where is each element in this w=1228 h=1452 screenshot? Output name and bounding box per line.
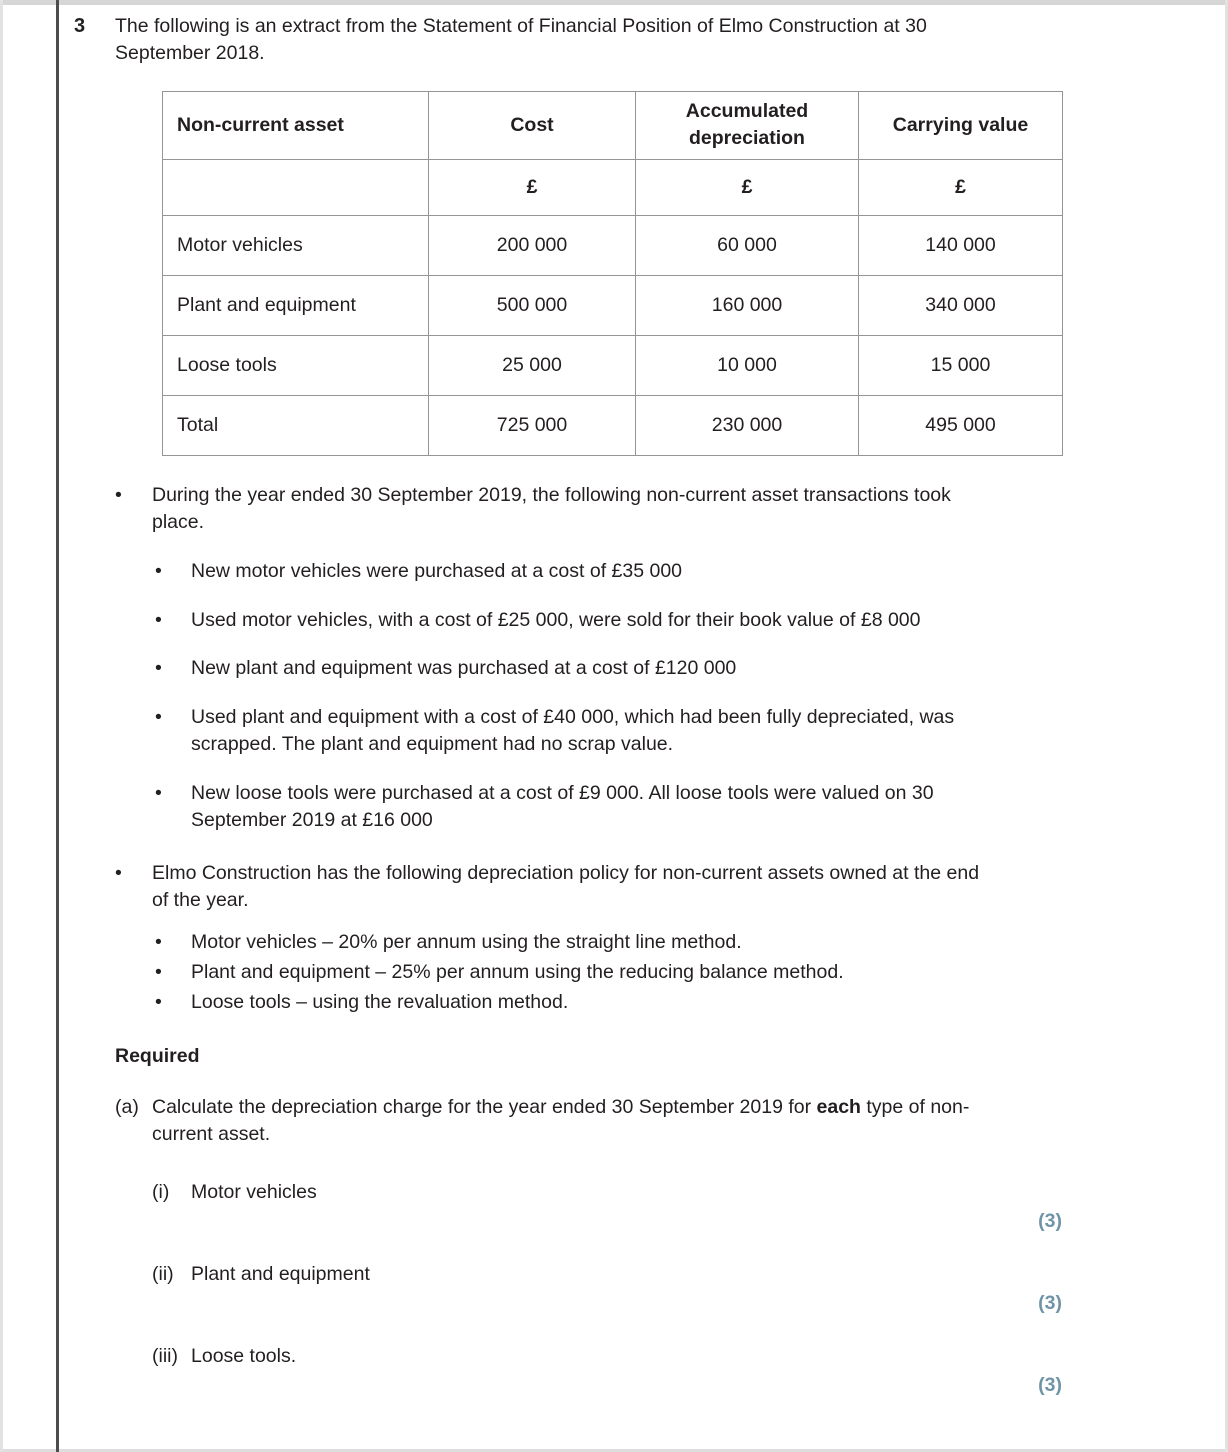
margin-rule [56, 0, 59, 1452]
bullet-text: Used plant and equipment with a cost of £40 000, which had been fully depreciated, was scrapped. The plant and equipment had no scrap value. [191, 706, 955, 756]
bullet-item-policy-1 [155, 929, 1062, 956]
bullet-icon: • [155, 559, 162, 582]
subpart-label: (iii) [152, 1344, 178, 1367]
page-edge-top [0, 0, 1228, 5]
cell-depreciation: 10 000 [636, 335, 859, 395]
subpart-ii [115, 1261, 1062, 1317]
subpart-label: (i) [152, 1181, 170, 1204]
question-number: 3 [74, 15, 86, 37]
table-row-motor-vehicles [163, 215, 1063, 275]
bullet-item-transaction-5 [155, 780, 1062, 834]
header-accumulated-depreciation: Accumulated depreciation [636, 91, 859, 159]
header-non-current-asset: Non-current asset [163, 91, 429, 159]
part-a-text-bold: each [816, 1096, 861, 1119]
bullet-text: Plant and equipment – 25% per annum using the reducing balance method. [191, 960, 844, 983]
subpart-iii [115, 1343, 1062, 1399]
required-heading: Required [115, 1044, 200, 1067]
header-cost: Cost [429, 91, 636, 159]
cell-asset: Motor vehicles [163, 215, 429, 275]
marks-badge: (3) [1038, 1291, 1062, 1314]
bullet-icon: • [155, 782, 162, 805]
part-a-text-before: Calculate the depreciation charge for the year ended 30 September 2019 for [152, 1096, 817, 1119]
table-row-total [163, 395, 1063, 455]
bullet-item-policy-lead [115, 860, 1062, 914]
cell-carrying: 495 000 [859, 395, 1063, 455]
part-a-label: (a) [115, 1096, 139, 1119]
subpart-row [152, 1261, 1062, 1288]
policy-section [115, 860, 1062, 1016]
bullet-item-policy-3 [155, 989, 1062, 1016]
cell-cost: 500 000 [429, 275, 636, 335]
subpart-text: Plant and equipment [191, 1263, 370, 1286]
bullet-text: Loose tools – using the revaluation method. [191, 990, 569, 1013]
financial-position-table [162, 91, 1063, 456]
cell-carrying: 340 000 [859, 275, 1063, 335]
question-intro-text: The following is an extract from the Statement of Financial Position of Elmo Construction at 30 September 2018. [115, 15, 927, 64]
bullet-icon: • [155, 990, 162, 1013]
cell-depreciation: 160 000 [636, 275, 859, 335]
subpart-label: (ii) [152, 1263, 174, 1286]
bullet-text: New motor vehicles were purchased at a cost of £35 000 [191, 559, 683, 582]
bullet-text: During the year ended 30 September 2019, the following non-current asset transactions took place. [152, 483, 951, 533]
subpart-text: Motor vehicles [191, 1181, 317, 1204]
bullet-text: Motor vehicles – 20% per annum using the straight line method. [191, 930, 742, 953]
bullet-item-policy-2 [155, 959, 1062, 986]
currency-cell-carrying: £ [859, 159, 1063, 215]
table-row-loose-tools [163, 335, 1063, 395]
table-header-row [163, 91, 1063, 159]
cell-cost: 25 000 [429, 335, 636, 395]
bullet-icon: • [155, 930, 162, 953]
table-row-plant-equipment [163, 275, 1063, 335]
page-edge-left [0, 0, 3, 1452]
cell-carrying: 140 000 [859, 215, 1063, 275]
marks-badge: (3) [1038, 1210, 1062, 1233]
marks-badge: (3) [1038, 1373, 1062, 1396]
bullet-item-transaction-2 [155, 607, 1062, 634]
subpart-row [152, 1179, 1062, 1206]
cell-asset: Total [163, 395, 429, 455]
subpart-text: Loose tools. [191, 1344, 297, 1367]
cell-cost: 200 000 [429, 215, 636, 275]
bullet-item-transaction-1 [155, 558, 1062, 585]
bullet-text: Elmo Construction has the following depreciation policy for non-current assets owned at the end of the year. [152, 861, 980, 911]
bullet-text: Used motor vehicles, with a cost of £25 000, were sold for their book value of £8 000 [191, 608, 921, 631]
part-a-text [152, 1094, 1024, 1148]
currency-cell-cost: £ [429, 159, 636, 215]
bullet-item-transaction-3 [155, 655, 1062, 682]
subpart-row [152, 1343, 1062, 1370]
bullet-item-transactions-lead [115, 482, 1062, 536]
bullet-text: New plant and equipment was purchased at a cost of £120 000 [191, 657, 737, 680]
bullet-icon: • [155, 657, 162, 680]
subpart-i [115, 1179, 1062, 1235]
currency-cell-depreciation: £ [636, 159, 859, 215]
cell-asset: Loose tools [163, 335, 429, 395]
bullet-text: New loose tools were purchased at a cost of £9 000. All loose tools were valued on 30 September 2019 at £16 000 [191, 782, 934, 832]
cell-asset: Plant and equipment [163, 275, 429, 335]
cell-depreciation: 230 000 [636, 395, 859, 455]
exam-question-page [74, 13, 1062, 1399]
bullet-icon: • [115, 483, 122, 506]
transactions-section [115, 482, 1062, 834]
bullet-item-transaction-4 [155, 704, 1062, 758]
cell-carrying: 15 000 [859, 335, 1063, 395]
part-a-block [115, 1094, 1062, 1148]
part-a-text-after: type of non-current asset. [152, 1096, 970, 1146]
header-carrying-value: Carrying value [859, 91, 1063, 159]
bullet-icon: • [155, 608, 162, 631]
cell-cost: 725 000 [429, 395, 636, 455]
bullet-icon: • [115, 861, 122, 884]
question-intro-block [74, 13, 1062, 67]
bullet-icon: • [155, 706, 162, 729]
currency-cell-empty [163, 159, 429, 215]
currency-row [163, 159, 1063, 215]
cell-depreciation: 60 000 [636, 215, 859, 275]
bullet-icon: • [155, 960, 162, 983]
